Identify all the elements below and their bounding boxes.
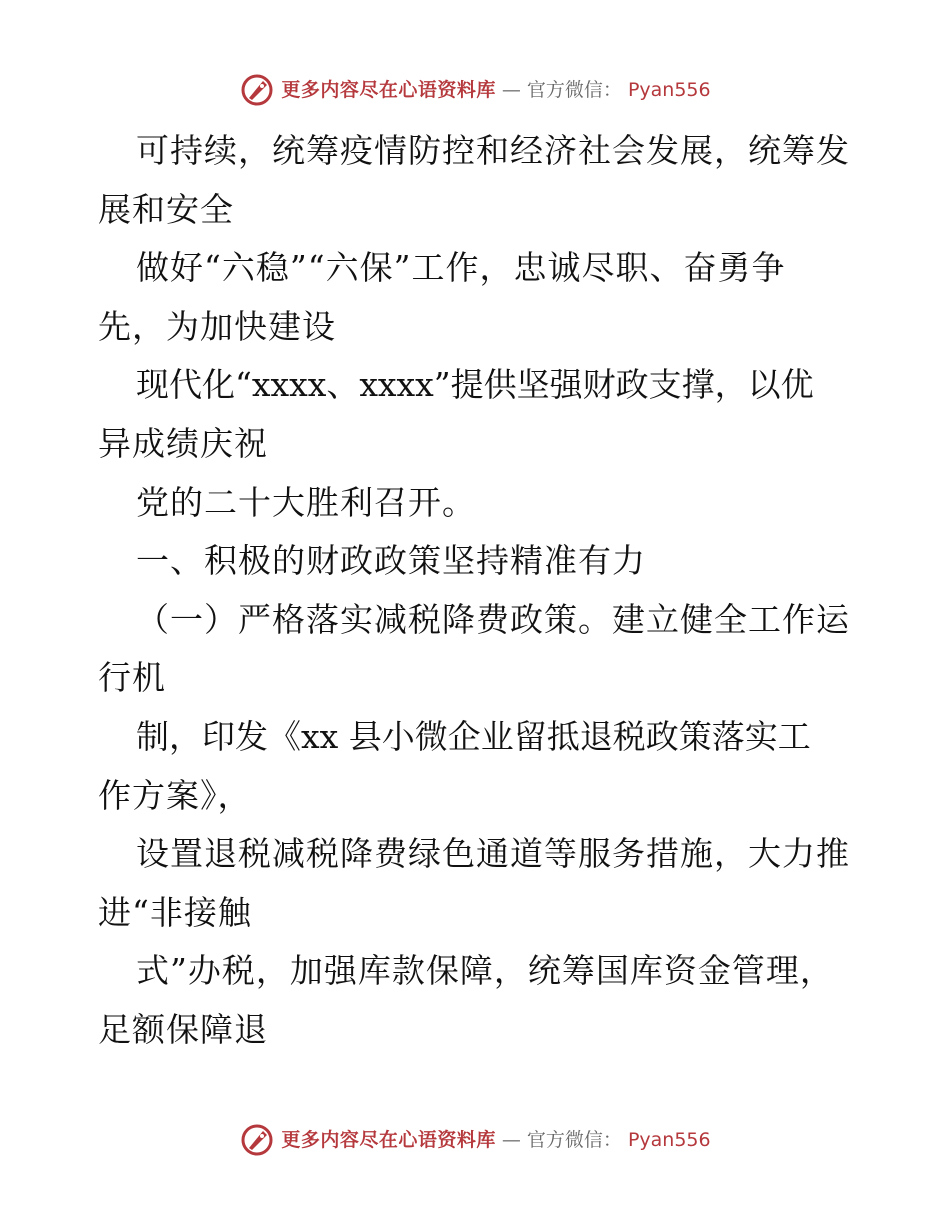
watermark-brand: 更多内容尽在心语资料库 [281, 1128, 496, 1151]
section-heading: 一、积极的财政政策坚持精准有力 [136, 541, 646, 581]
paragraph-line: 足额保障退 [98, 1009, 268, 1049]
watermark-label: 官方微信： [526, 78, 622, 101]
paragraph-line: 可持续，统筹疫情防控和经济社会发展，统筹发 [136, 131, 850, 170]
watermark-separator: — [501, 78, 521, 101]
paragraph-line: 进“非接触 [98, 892, 252, 932]
watermark-id: Pyan556 [627, 1128, 711, 1151]
paragraph-line: 作方案》， [98, 775, 252, 815]
paragraph-line: 行机 [98, 658, 166, 698]
paragraph-line: 现代化“xxxx、xxxx”提供坚强财政支撑，以优 [136, 365, 814, 405]
paragraph-line: 异成绩庆祝 [98, 423, 268, 463]
paragraph-line: 展和安全 [98, 189, 234, 229]
watermark-brand: 更多内容尽在心语资料库 [281, 78, 496, 101]
pen-nib-circle-icon [239, 72, 275, 108]
paragraph-line: 制，印发《xx 县小微企业留抵退税政策落实工 [136, 716, 811, 756]
watermark-footer [0, 1120, 950, 1160]
watermark-header [0, 70, 950, 110]
watermark-id: Pyan556 [627, 78, 711, 101]
paragraph-line: 设置退税减税降费绿色通道等服务措施，大力推 [136, 834, 850, 874]
watermark-separator: — [501, 1128, 521, 1151]
document-body [98, 122, 858, 1060]
paragraph-line: （一）严格落实减税降费政策。建立健全工作运 [136, 599, 850, 639]
watermark-label: 官方微信： [526, 1128, 622, 1151]
paragraph-line: 先，为加快建设 [98, 306, 336, 346]
paragraph-line: 式”办税，加强库款保障，统筹国库资金管理， [136, 951, 834, 991]
paragraph-line: 做好“六稳”“六保”工作，忠诚尽职、奋勇争 [136, 248, 786, 288]
pen-nib-circle-icon [239, 1122, 275, 1158]
paragraph-line: 党的二十大胜利召开。 [136, 482, 476, 522]
